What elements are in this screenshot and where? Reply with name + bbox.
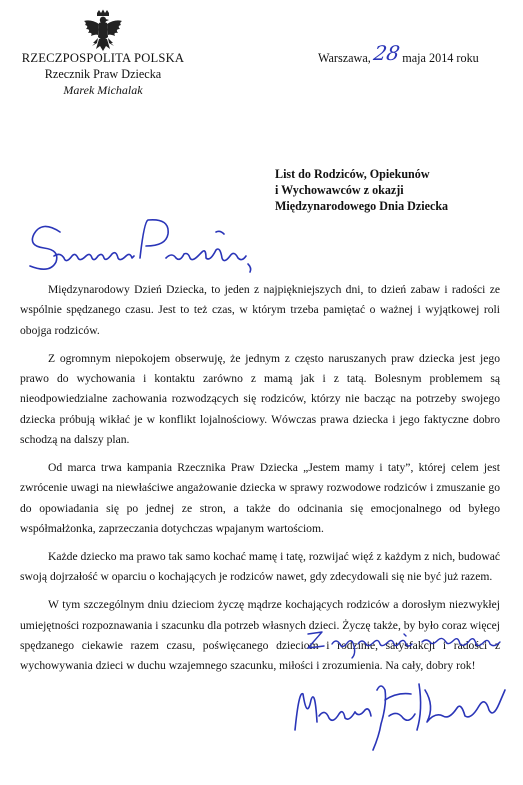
handwritten-salutation	[20, 212, 260, 284]
body-paragraph: Od marca trwa kampania Rzecznika Praw Dziecka „Jestem mamy i taty”, której celem jest zwrócenie uwagi na niewłaściwe angażowanie dziecka w sprawy rozwodowe rodziców i zmuszanie go do opowiadania się po jednej ze stron, a także do odcinania się emocjonalnego od byłego współmałżonka, zaprzeczania dotychczas wpajanym wartościom.	[20, 460, 500, 535]
institution-name: RZECZPOSPOLITA POLSKA	[21, 51, 185, 65]
polish-eagle-emblem-icon	[82, 9, 124, 57]
body-paragraph: W tym szczególnym dniu dzieciom życzę mądrze kochających rodziców a dorosłym niezwykłej umiejętności rozpoznawania i szacunku dla potrzeb własnych dzieci. Życzę także, by było coraz więcej spędzanego ciekawie razem czasu, poświęcanego dzieciom i rodzinie, satysfakcji i radości z wychowywania dzieci w duchu wzajemnego szacunku, miłości i zrozumienia. Na cały, dobry rok!	[20, 598, 500, 673]
author-name: Marek Michalak	[63, 83, 143, 97]
handwritten-signature	[285, 660, 515, 765]
subject-line: Międzynarodowego Dnia Dziecka	[275, 199, 449, 213]
body-paragraph: Każde dziecko ma prawo tak samo kochać mamę i tatę, rozwijać więź z każdym z nich, budować swoją dojrzałość w oparciu o kochających je rodziców nawet, gdy zdecydowali się nie być już razem.	[20, 549, 500, 584]
office-title: Rzecznik Praw Dziecka	[44, 67, 162, 81]
subject-line: List do Rodziców, Opiekunów	[275, 167, 430, 181]
letter-subject	[275, 166, 448, 214]
date-city: Warszawa,	[318, 51, 371, 65]
handwritten-closing	[300, 620, 510, 662]
date-day-handwritten: 28	[371, 41, 402, 65]
body-paragraph: Z ogromnym niepokojem obserwuję, że jednym z często naruszanych praw dziecka jest jego prawo do wychowania i kontaktu zarówno z mamą jak i z tatą. Bolesnym problemem są nieodpowiedzialne zachowania rozwodzących się rodziców, którzy nie bacząc na potrzeby swojego dziecka próbują wikłać je w konflikt lojalnościowy. Wówczas prawa dziecka i jego faktyczne dobro schodzą na dalszy plan.	[20, 351, 500, 446]
subject-line: i Wychowawców z okazji	[275, 183, 404, 197]
body-paragraph: Międzynarodowy Dzień Dziecka, to jeden z najpiękniejszych dni, to dzień zabaw i radości ze wspólnie spędzanego czasu. Jest to też czas, w którym trzeba pamiętać o ważnej i wyjątkowej roli obojga rodziców.	[20, 283, 500, 337]
date-month-year: maja 2014 roku	[402, 51, 479, 65]
letter-date	[318, 43, 479, 67]
